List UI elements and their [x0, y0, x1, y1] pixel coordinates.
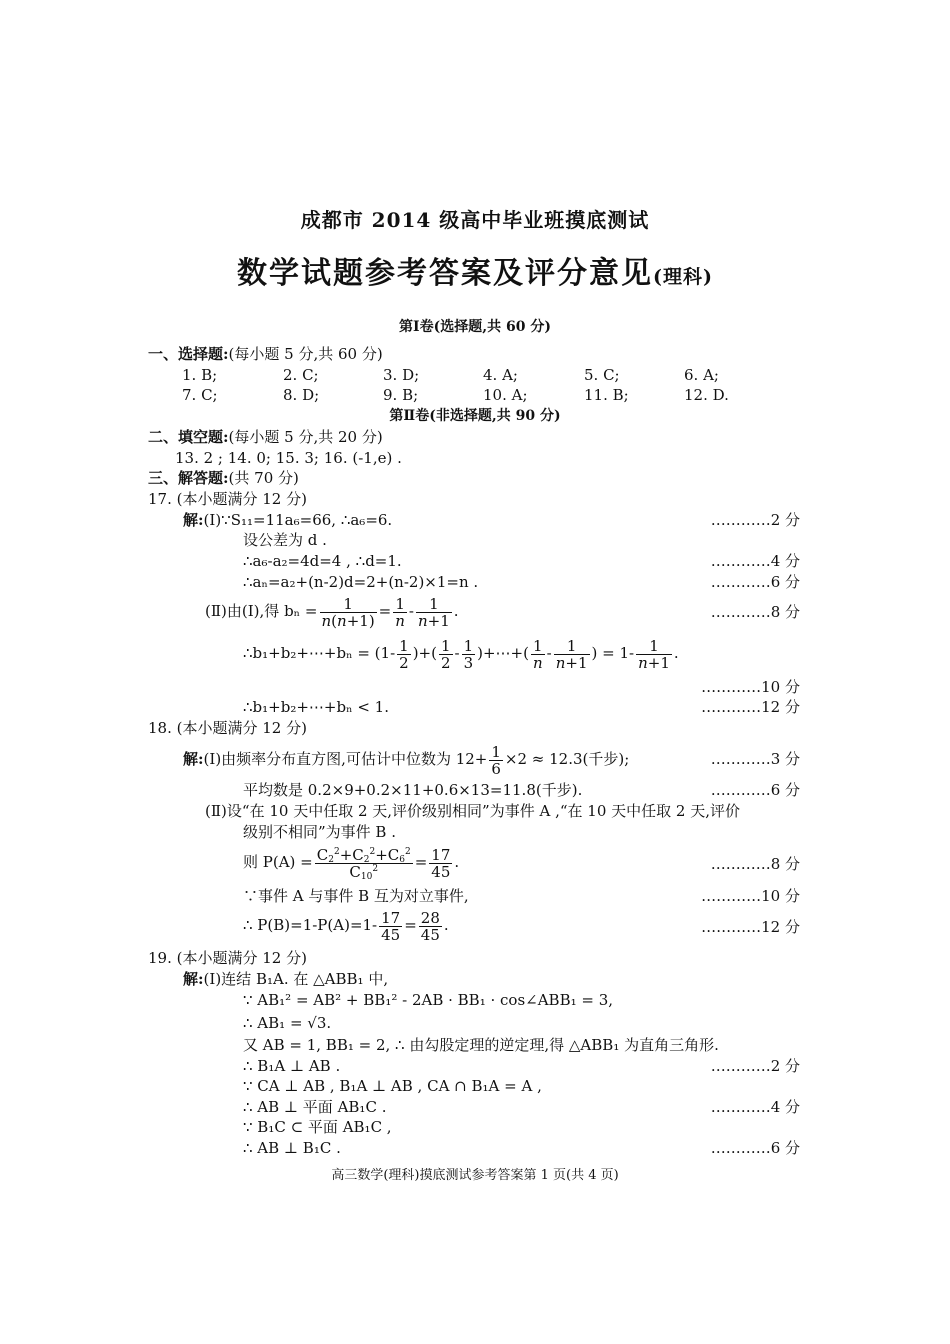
q17-frac-1n1: $\frac{1}{n+1}$: [555, 636, 588, 672]
subtitle-main: 数学试题参考答案及评分意见: [237, 256, 653, 291]
choice-section-note: (每小题 5 分,共 60 分): [228, 345, 383, 363]
q17-line7: ∴b₁+b₂+⋯+bₙ < 1.: [243, 698, 389, 716]
choice-section-heading: [148, 344, 383, 364]
q19-score-2: …………4 分: [710, 1098, 800, 1116]
q17-line6-prefix: ∴b₁+b₂+⋯+bₙ = (1-: [243, 644, 396, 662]
q17-line5-prefix: (Ⅱ)由(Ⅰ),得 bₙ =: [205, 602, 318, 620]
answer-1: 1. B;: [182, 366, 218, 384]
answer-2: 2. C;: [283, 366, 319, 384]
q18-line4: 级别不相同”为事件 B .: [243, 823, 396, 841]
q18-line7: ∴ P(B)=1-P(A)=1- $\frac{17}{45}$ = $\frac{28}{45}$ .: [243, 908, 449, 944]
q18-score-4: …………10 分: [701, 887, 800, 905]
q18-line5: 则 P(A) = $\frac{C_2^2+C_2^2+C_6^2}{C_{10}^2}$ = $\frac{17}{45}$ .: [243, 845, 460, 882]
q18-score-1: …………3 分: [710, 750, 800, 768]
q18-score-5: …………12 分: [701, 918, 800, 936]
q19-jie: 解:: [183, 970, 204, 988]
answer-12: 12. D.: [684, 386, 729, 404]
q18-jie: 解:: [183, 750, 204, 768]
q19-line4: 又 AB = 1, BB₁ = 2, ∴ 由勾股定理的逆定理,得 △ABB₁ 为直角三角形.: [243, 1036, 719, 1054]
answer-10: 10. A;: [483, 386, 528, 404]
q17-frac-third: $\frac{1}{3}$: [463, 636, 474, 672]
solve-section-title: 三、解答题:: [148, 469, 229, 487]
q17-score-1: …………2 分: [710, 511, 800, 529]
q17-score-5: …………10 分: [701, 678, 800, 696]
q18-frac-17-45: $\frac{17}{45}$: [431, 845, 451, 881]
q18-line1: [183, 740, 629, 778]
subtitle-category: (理科): [653, 266, 713, 288]
q19-line3: ∴ AB₁ = √3.: [243, 1014, 332, 1032]
document-title: 成都市 2014 级高中毕业班摸底测试: [300, 208, 650, 232]
choice-section-title: 一、选择题:: [148, 345, 229, 363]
answer-3: 3. D;: [383, 366, 420, 384]
q17-line5: (Ⅱ)由(Ⅰ),得 bₙ = $\frac{1}{n(n+1)}$ = $\frac{1}{n}$ - $\frac{1}{n+1}$ .: [205, 594, 459, 630]
q18-line6: ∵事件 A 与事件 B 互为对立事件,: [243, 887, 469, 905]
q19-line7: ∴ AB ⊥ 平面 AB₁C .: [243, 1098, 387, 1116]
q19-line1-text: (Ⅰ)连结 B₁A. 在 △ABB₁ 中,: [203, 970, 389, 988]
answer-11: 11. B;: [584, 386, 629, 404]
q18-line3: (Ⅱ)设“在 10 天中任取 2 天,评价级别相同”为事件 A ,“在 10 天中任取 2 天,评价: [205, 802, 740, 820]
q17-line1: [183, 510, 392, 530]
q17-frac-1n: $\frac{1}{n}$: [532, 636, 543, 672]
answer-6: 6. A;: [684, 366, 719, 384]
q17-line3: ∴a₆-a₂=4d=4 , ∴d=1.: [243, 552, 402, 570]
q18-header: 18. (本小题满分 12 分): [148, 719, 307, 737]
q17-jie: 解:: [183, 511, 204, 529]
part2-heading: 第Ⅱ卷(非选择题,共 90 分): [389, 408, 561, 424]
q17-fraction-1-over-n: $\frac{1}{n}$: [395, 594, 405, 630]
answer-4: 4. A;: [483, 366, 518, 384]
q19-line9: ∴ AB ⊥ B₁C .: [243, 1139, 341, 1157]
fill-section-title: 二、填空题:: [148, 428, 229, 446]
q19-score-1: …………2 分: [710, 1057, 800, 1075]
q19-line5: ∴ B₁A ⊥ AB .: [243, 1057, 341, 1075]
part1-heading: 第Ⅰ卷(选择题,共 60 分): [399, 319, 551, 335]
q19-line6: ∵ CA ⊥ AB , B₁A ⊥ AB , CA ∩ B₁A = A ,: [243, 1077, 542, 1095]
q18-frac-17-45-b: $\frac{17}{45}$: [381, 908, 401, 944]
q17-header: 17. (本小题满分 12 分): [148, 490, 307, 508]
fill-section-note: (每小题 5 分,共 20 分): [228, 428, 383, 446]
q17-score-2: …………4 分: [710, 552, 800, 570]
q18-line5-prefix: 则 P(A) =: [243, 853, 313, 871]
q17-fraction-1-over-n-plus-1: $\frac{1}{n+1}$: [418, 594, 450, 630]
q18-line1-prefix: (Ⅰ)由频率分布直方图,可估计中位数为 12+: [203, 750, 488, 768]
q18-score-3: …………8 分: [710, 855, 800, 873]
fill-section-heading: [148, 427, 383, 447]
q18-line1-suffix: ×2 ≈ 12.3(千步);: [504, 750, 630, 768]
q18-score-2: …………6 分: [710, 781, 800, 799]
document-subtitle: [0, 254, 950, 297]
q18-line2: 平均数是 0.2×9+0.2×11+0.6×13=11.8(千步).: [243, 781, 583, 799]
q17-score-4: …………8 分: [710, 603, 800, 621]
answer-7: 7. C;: [182, 386, 218, 404]
q18-frac-28-45: $\frac{28}{45}$: [420, 908, 440, 944]
answer-5: 5. C;: [584, 366, 620, 384]
q18-frac-combination: $\frac{C_2^2+C_2^2+C_6^2}{C_{10}^2}$: [316, 845, 411, 882]
answer-9: 9. B;: [383, 386, 419, 404]
q19-score-3: …………6 分: [710, 1139, 800, 1157]
page-footer: 高三数学(理科)摸底测试参考答案第 1 页(共 4 页): [331, 1168, 619, 1183]
q19-line2: ∵ AB₁² = AB² + BB₁² - 2AB · BB₁ · cos∠ABB₁ = 3,: [243, 991, 614, 1009]
q17-line4: ∴aₙ=a₂+(n-2)d=2+(n-2)×1=n .: [243, 573, 479, 591]
q17-score-6: …………12 分: [701, 698, 800, 716]
q19-line1: [183, 969, 388, 989]
answer-8: 8. D;: [283, 386, 320, 404]
q17-score-3: …………6 分: [710, 573, 800, 591]
fill-answers: 13. 2 ; 14. 0; 15. 3; 16. (-1,e) .: [175, 449, 402, 467]
q19-header: 19. (本小题满分 12 分): [148, 949, 307, 967]
solve-section-heading: [148, 468, 299, 488]
q18-line7-prefix: ∴ P(B)=1-P(A)=1-: [243, 916, 378, 934]
q17-frac-half: $\frac{1}{2}$: [399, 636, 409, 672]
q18-frac-one-sixth: $\frac{1}{6}$: [491, 742, 501, 778]
q17-fraction-bn: $\frac{1}{n(n+1)}$: [321, 594, 375, 630]
q17-line6: ∴b₁+b₂+⋯+bₙ = (1- $\frac{1}{2}$ )+( $\frac{1}{2}$ - $\frac{1}{3}$ )+⋯+( $\frac{1}{n}$ - $\frac{1}{n+1}$ ) = 1- $\frac{1}{n+1}$ .: [243, 636, 679, 672]
q17-frac-half-2: $\frac{1}{2}$: [440, 636, 451, 672]
solve-section-note: (共 70 分): [228, 469, 299, 487]
q17-frac-result: $\frac{1}{n+1}$: [638, 636, 670, 672]
q17-line2: 设公差为 d .: [243, 531, 327, 549]
q19-line8: ∵ B₁C ⊂ 平面 AB₁C ,: [243, 1118, 392, 1136]
q17-line1-text: (Ⅰ)∵S₁₁=11a₆=66, ∴a₆=6.: [203, 511, 393, 529]
